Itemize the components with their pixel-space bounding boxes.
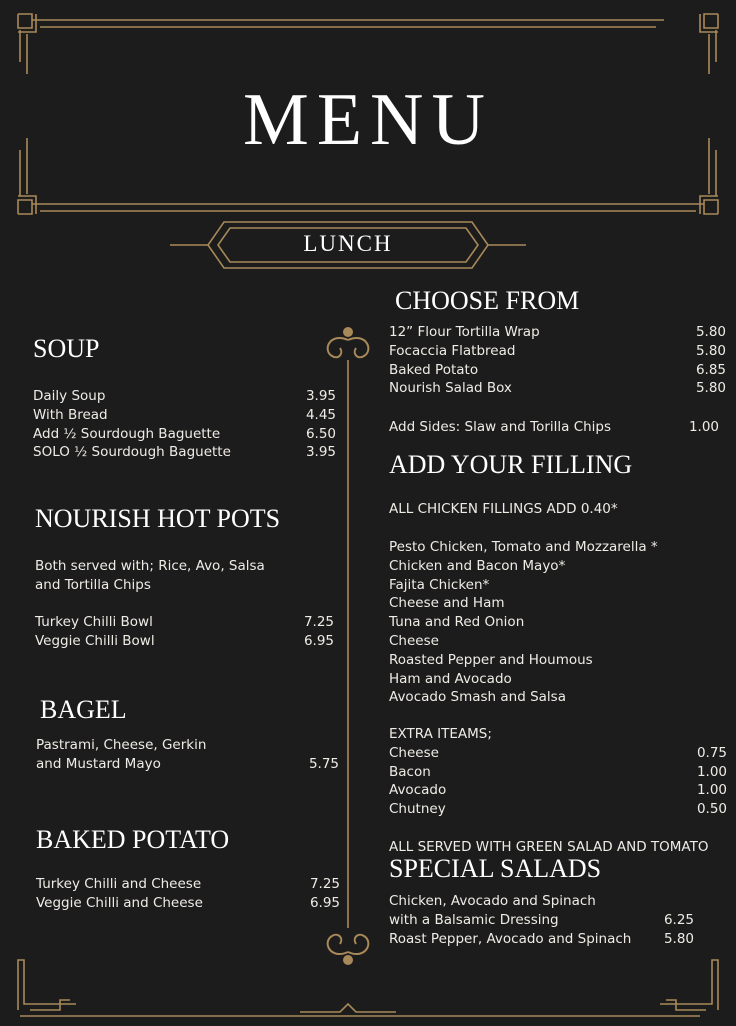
filling-heading: ADD YOUR FILLING [389, 450, 633, 479]
baked-potato-list [36, 875, 340, 913]
list-item: Turkey Chilli and Cheese 7.25 [36, 876, 340, 892]
bagel-list [36, 736, 339, 774]
list-item: Roast Pepper, Avocado and Spinach 5.80 [389, 930, 694, 947]
menu-title: MENU [243, 79, 493, 161]
list-item: Avocado 1.00 [389, 782, 727, 799]
choose-list [389, 323, 726, 398]
list-item: SOLO ½ Sourdough Baguette 3.95 [33, 444, 336, 461]
list-item: Pesto Chicken, Tomato and Mozzarella * [389, 539, 658, 555]
list-item: Roasted Pepper and Houmous [389, 651, 593, 668]
list-item: With Bread 4.45 [33, 406, 336, 423]
hotpots-note: and Tortilla Chips [35, 576, 151, 593]
extras-list [389, 725, 727, 819]
chicken-note: ALL CHICKEN FILLINGS ADD 0.40* [389, 501, 618, 517]
list-item: Cheese 0.75 [389, 744, 727, 761]
list-item: Pastrami, Cheese, Gerkin [36, 737, 207, 753]
list-item: and Mustard Mayo 5.75 [36, 755, 339, 772]
list-item: Nourish Salad Box 5.80 [389, 380, 726, 397]
list-item: Baked Potato 6.85 [389, 361, 726, 378]
list-item: with a Balsamic Dressing 6.25 [389, 911, 694, 928]
list-item: Cheese [389, 632, 439, 649]
extras-label: EXTRA ITEAMS; [389, 726, 492, 742]
hotpots-list [35, 557, 334, 651]
list-item: Chicken and Bacon Mayo* [389, 557, 566, 574]
list-item: Chutney 0.50 [389, 801, 727, 818]
list-item: Fajita Chicken* [389, 576, 490, 593]
baked-potato-heading: BAKED POTATO [36, 825, 230, 854]
salads-list [389, 892, 694, 948]
list-item: Tuna and Red Onion [389, 614, 525, 631]
list-item: Focaccia Flatbread 5.80 [389, 342, 726, 359]
list-item: Daily Soup 3.95 [33, 388, 336, 404]
list-item: Add ½ Sourdough Baguette 6.50 [33, 425, 336, 442]
soup-list [33, 387, 336, 462]
choose-heading: CHOOSE FROM [395, 286, 580, 315]
salads-heading: SPECIAL SALADS [389, 854, 602, 883]
list-item: Avocado Smash and Salsa [389, 689, 566, 706]
list-item: Turkey Chilli Bowl 7.25 [35, 614, 334, 631]
list-item: Ham and Avocado [389, 670, 512, 687]
list-item: Add Sides: Slaw and Torilla Chips 1.00 [389, 419, 719, 435]
list-item: Veggie Chilli Bowl 6.95 [35, 633, 334, 650]
filling-list [389, 538, 689, 707]
sides-row [389, 418, 719, 437]
soup-heading: SOUP [33, 334, 100, 363]
list-item: Bacon 1.00 [389, 763, 727, 780]
list-item: Chicken, Avocado and Spinach [389, 893, 596, 909]
hotpots-heading: NOURISH HOT POTS [35, 504, 281, 533]
list-item: 12” Flour Tortilla Wrap 5.80 [389, 324, 726, 340]
list-item: Cheese and Ham [389, 595, 505, 612]
list-item: Veggie Chilli and Cheese 6.95 [36, 894, 340, 911]
lunch-label: LUNCH [303, 231, 393, 256]
served-with-note: ALL SERVED WITH GREEN SALAD AND TOMATO [389, 839, 709, 855]
bagel-heading: BAGEL [40, 695, 127, 724]
hotpots-note: Both served with; Rice, Avo, Salsa [35, 558, 265, 574]
